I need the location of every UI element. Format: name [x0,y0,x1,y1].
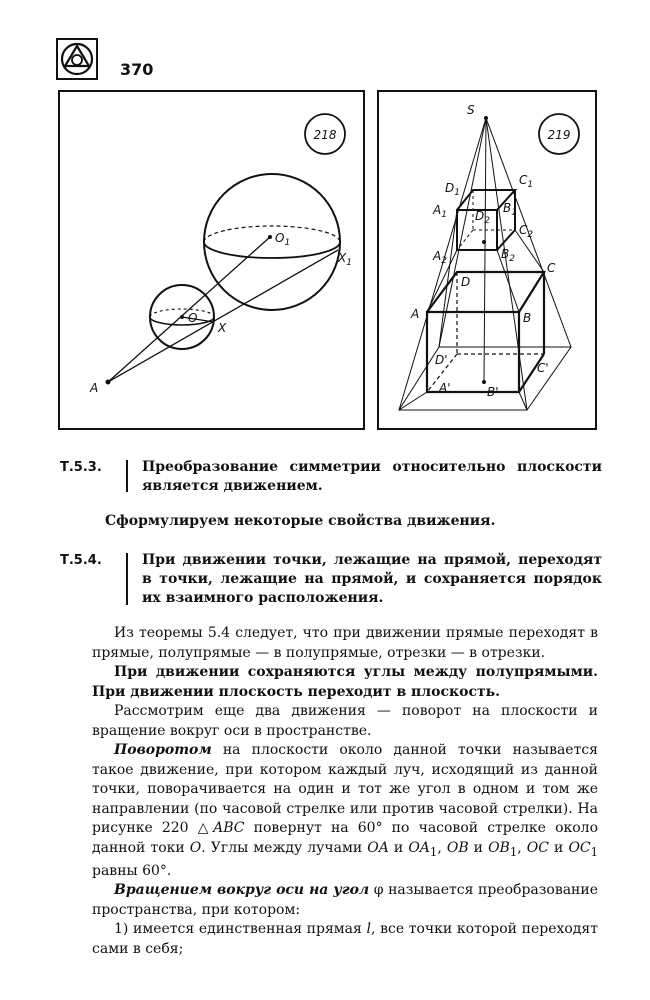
theorem-5-4 [60,551,605,611]
figure-number: 219 [547,128,571,142]
paragraph-1: Из теоремы 5.4 следует, что при движении прямые переходят в прямые, полупрямые — в полупрямые, отрезки — в отрезки. [92,625,598,661]
label-c: C [547,261,556,275]
label-d: D [461,275,471,289]
paragraph-5: Вращением вокруг оси на угол φ называется преобразование пространства, при котором: [92,882,598,918]
label-o1: $O_1$ [275,231,291,248]
paragraph-3: Рассмотрим еще два движения — поворот на плоскости и вращение вокруг оси в пространстве. [92,703,598,739]
body-text [92,624,598,959]
label-o: O [188,311,198,325]
figure-218 [58,90,365,430]
big-sphere [204,174,340,310]
theorem-text: При движении точки, лежащие на прямой, переходят в точки, лежащие на прямой, и сохраняется порядок их взаимного расположения. [142,552,602,606]
figure-219 [377,90,597,430]
label-c1: $C_1$ [519,173,534,190]
label-a: A [411,307,420,321]
label-x1: $X_1$ [338,251,352,268]
label-a: A [90,381,99,395]
label-a2: $A_2$ [433,249,447,266]
label-s: S [467,103,475,117]
label-d-prime: D' [435,353,448,367]
paragraph-4: Поворотом на плоскости около данной точки называется такое движение, при котором каждый луч, исходящий из данной точки, поворачивается на один и тот же угол в одном и том же направлении (по часовой стрелке или против часовой стрелки). На рисунке 220 △ABC повернут на 60° по часовой стрелке около данной токи O. Углы между лучами OA и $OA_1$, OB и $OB_1$, OC и $OC_1$ равны 60°. [92,742,599,879]
theorem-text: Преобразование симметрии относительно плоскости является движением. [142,459,602,494]
label-c-prime: C' [537,361,549,375]
label-x: X [218,321,227,335]
theorem-bar [126,553,128,605]
theorem-bar [126,460,128,492]
intro-line: Сформулируем некоторые свойства движения. [105,513,496,529]
label-b2: $B_2$ [501,247,515,264]
figure-number: 218 [313,128,337,142]
label-d1: $D_1$ [445,181,460,198]
label-b: B [523,311,532,325]
label-a1: $A_1$ [433,203,447,220]
theorem-label: Т.5.4. [60,553,102,568]
paragraph-2: При движении сохраняются углы между полупрямыми. При движении плоскость переходит в плоскость. [92,664,598,700]
label-d2: $D_2$ [475,209,490,226]
label-c2: $C_2$ [519,223,534,240]
label-b-prime: B' [487,385,499,399]
theorem-5-3 [60,458,605,498]
theorem-label: Т.5.3. [60,460,102,475]
triangle-in-circle-icon [56,38,98,80]
paragraph-6: 1) имеется единственная прямая l, все точки которой переходят сами в себя; [92,921,599,957]
label-a-prime: A' [439,381,451,395]
page-number: 370 [120,60,154,79]
label-b1: $B_1$ [503,201,517,218]
